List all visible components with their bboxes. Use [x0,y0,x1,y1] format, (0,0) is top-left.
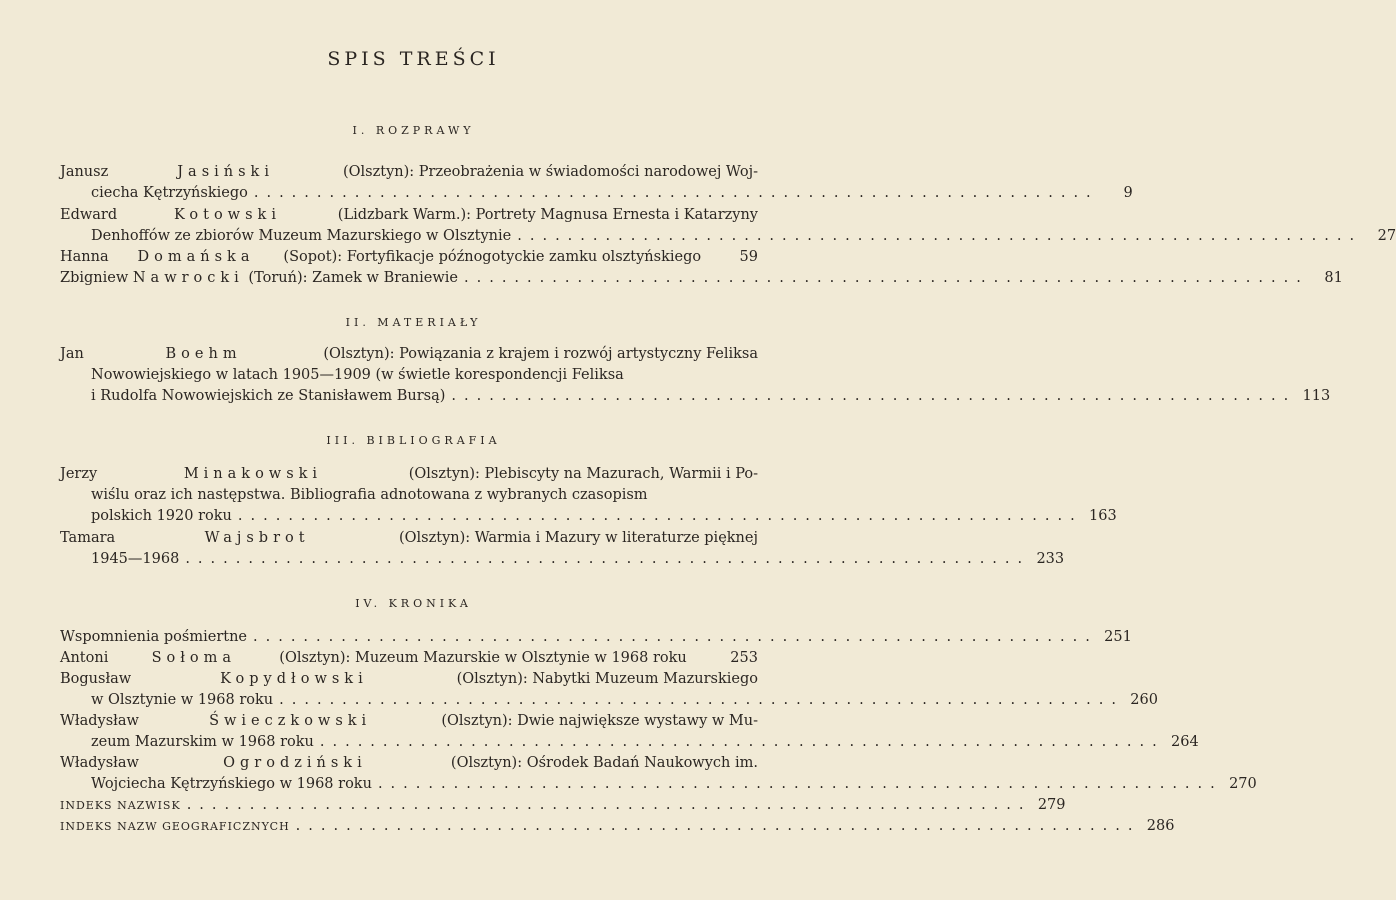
page-number: 59 [739,249,758,265]
section-heading-bibliografia: III. BIBLIOGRAFIA [326,434,501,447]
dot-leader: ................................................................... [253,629,1098,645]
page-number: 251 [1104,629,1132,645]
page-number: 253 [730,650,758,666]
dot-leader: ................................................................... [279,692,1124,708]
dot-leader: ................................................................... [237,508,1083,524]
page-number: 260 [1130,692,1158,708]
toc-entry-soloma[interactable]: Antoni Sołoma (Olsztyn): Muzeum Mazurskie w Olsztynie w 1968 roku 253 [60,648,758,669]
page-number: 81 [1324,270,1343,286]
page-number: 264 [1171,734,1199,750]
section-heading-rozprawy: I. ROZPRAWY [352,124,475,137]
dot-leader: ................................................................... [253,185,1099,201]
toc-entry-jasinski[interactable]: Janusz Jasiński (Olsztyn): Przeobrażenia w świadomości narodowej Woj- ciecha Kętrzyńskiego ................................................................... 9 [60,162,758,204]
toc-entry-indeks-nazwisk[interactable]: INDEKS NAZWISK ................................................................... 279 [60,795,758,816]
toc-entry-wspomnienia[interactable]: Wspomnienia pośmiertne ................................................................... 251 [60,627,758,648]
toc-entry-kotowski[interactable]: Edward Kotowski (Lidzbark Warm.): Portrety Magnusa Ernesta i Katarzyny Denhoffów ze zbiorów Muzeum Mazurskiego w Olsztynie ................................................................... 27 [60,205,758,247]
page-number: 9 [1123,185,1133,201]
page-number: 279 [1037,797,1066,813]
toc-entry-wajsbrot[interactable]: Tamara Wajsbrot (Olsztyn): Warmia i Mazury w literaturze pięknej 1945—1968 ................................................................... 233 [60,528,758,570]
page-number: 286 [1146,818,1175,834]
dot-leader: ................................................................... [295,818,1141,834]
toc-entry-boehm[interactable]: Jan Boehm (Olsztyn): Powiązania z krajem i rozwój artystyczny Feliksa Nowowiejskiego w latach 1905—1909 (w świetle korespondencji Feliksa i Rudolfa Nowowiejskich ze Stanisławem Bursą) ................................................................... 113 [60,344,758,407]
toc-entry-minakowski[interactable]: Jerzy Minakowski (Olsztyn): Plebiscyty na Mazurach, Warmii i Po- wiślu oraz ich następstwa. Bibliografia adnotowana z wybranych czasopism polskich 1920 roku ................................................................... 163 [60,464,758,527]
page-number: 233 [1036,551,1065,567]
dot-leader: ................................................................... [517,228,1363,244]
page-number: 113 [1302,388,1331,404]
toc-entry-nawrocki[interactable]: Zbigniew Nawrocki (Toruń): Zamek w Braniewie ................................................................... 81 [60,268,758,289]
dot-leader: ................................................................... [451,388,1297,404]
dot-leader: ................................................................... [186,797,1032,813]
toc-entry-domanska[interactable]: Hanna Domańska (Sopot): Fortyfikacje późnogotyckie zamku olsztyńskiego 59 [60,247,758,268]
section-heading-materialy: II. MATERIAŁY [345,316,482,329]
page-number: 270 [1229,776,1257,792]
page-title: SPIS TREŚCI [327,48,500,70]
section-heading-kronika: IV. KRONIKA [355,597,472,610]
page-number: 163 [1089,508,1117,524]
dot-leader: ................................................................... [185,551,1031,567]
toc-entry-swieczkowski[interactable]: Władysław Świeczkowski (Olsztyn): Dwie największe wystawy w Mu- zeum Mazurskim w 1968 roku ................................................................... 264 [60,711,758,753]
dot-leader: ................................................................... [464,270,1309,286]
toc-entry-indeks-geo[interactable]: INDEKS NAZW GEOGRAFICZNYCH ................................................................... 286 [60,816,758,837]
toc-entry-kopydlowski[interactable]: Bogusław Kopydłowski (Olsztyn): Nabytki Muzeum Mazurskiego w Olsztynie w 1968 roku ................................................................... 260 [60,669,758,711]
dot-leader: ................................................................... [319,734,1165,750]
toc-entry-ogrodzinski[interactable]: Władysław Ogrodziński (Olsztyn): Ośrodek Badań Naukowych im. Wojciecha Kętrzyńskiego w 1968 roku ................................................................... 270 [60,753,758,795]
dot-leader: ................................................................... [377,776,1223,792]
page-number: 27 [1377,228,1396,244]
